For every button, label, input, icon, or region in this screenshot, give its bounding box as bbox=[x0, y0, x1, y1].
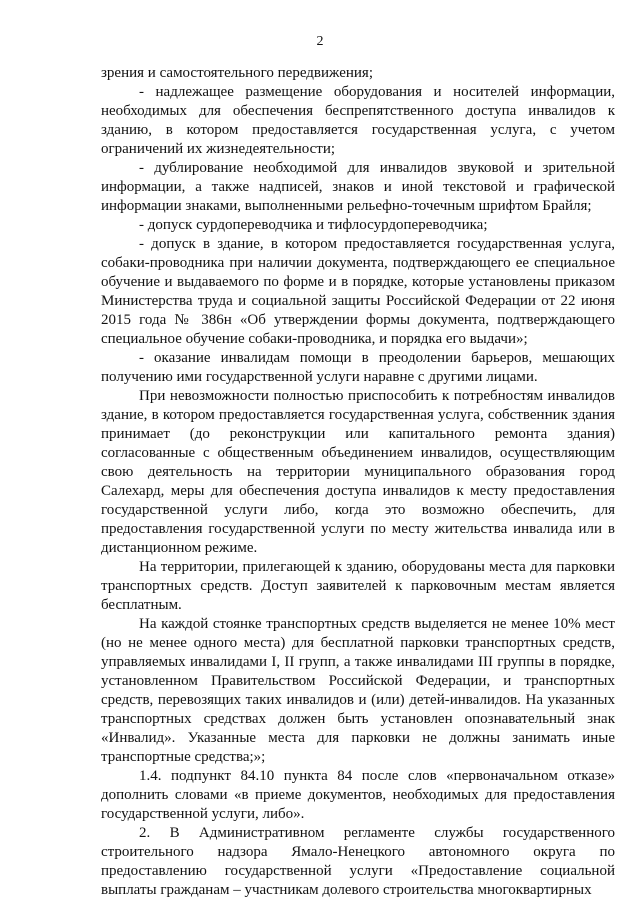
paragraph: На территории, прилегающей к зданию, оборудованы места для парковки транспортных средств. Доступ заявителей к парковочным местам является бесплатным. bbox=[101, 559, 615, 613]
paragraph: - оказание инвалидам помощи в преодолении барьеров, мешающих получению ими государственной услуги наравне с другими лицами. bbox=[101, 350, 615, 385]
document-body bbox=[101, 64, 615, 900]
paragraph: - надлежащее размещение оборудования и носителей информации, необходимых для обеспечения беспрепятственного доступа инвалидов к зданию, в котором предоставляется государственная услуга, с учетом ограничений их жизнедеятельности; bbox=[101, 84, 615, 157]
paragraph: - допуск сурдопереводчика и тифлосурдопереводчика; bbox=[139, 217, 488, 233]
paragraph: зрения и самостоятельного передвижения; bbox=[101, 65, 373, 81]
page-number: 2 bbox=[316, 34, 324, 49]
paragraph: При невозможности полностью приспособить к потребностям инвалидов здание, в котором предоставляется государственная услуга, собственник здания принимает (до реконструкции или капитального ремонта здания) согласованные с общественным объединением инвалидов, осуществляющим свою деятельность на территории муниципального образования город Салехард, меры для обеспечения доступа инвалидов к месту предоставления государственной услуги либо, когда это возможно обеспечить, для предоставления государственной услуги по месту жительства инвалида или в дистанционном режиме. bbox=[101, 388, 615, 556]
paragraph: - допуск в здание, в котором предоставляется государственная услуга, собаки-проводника при наличии документа, подтверждающего ее специальное обучение и выдаваемого по форме и в порядке, которые установлены приказом Министерства труда и социальной защиты Российской Федерации от 22 июня 2015 года № 386н «Об утверждении формы документа, подтверждающего специальное обучение собаки-проводника, и порядка его выдачи»; bbox=[101, 236, 615, 347]
paragraph: На каждой стоянке транспортных средств выделяется не менее 10% мест (но не менее одного места) для бесплатной парковки транспортных средств, управляемых инвалидами I, II групп, а также инвалидами III группы в порядке, установленном Правительством Российской Федерации, и транспортных средств, перевозящих таких инвалидов и (или) детей-инвалидов. На указанных транспортных средствах должен быть установлен опознавательный знак «Инвалид». Указанные места для парковки не должны занимать иные транспортные средства;»; bbox=[101, 616, 615, 765]
paragraph: 2. В Административном регламенте службы государственного строительного надзора Ямало-Ненецкого автономного округа по предоставлению государственной услуги «Предоставление социальной выплаты гражданам – участникам долевого строительства многоквартирных bbox=[101, 825, 615, 898]
paragraph: 1.4. подпункт 84.10 пункта 84 после слов «первоначальном отказе» дополнить словами «в приеме документов, необходимых для предоставления государственной услуги, либо». bbox=[101, 768, 615, 822]
paragraph: - дублирование необходимой для инвалидов звуковой и зрительной информации, а также надписей, знаков и иной текстовой и графической информации знаками, выполненными рельефно-точечным шрифтом Брайля; bbox=[101, 160, 615, 214]
